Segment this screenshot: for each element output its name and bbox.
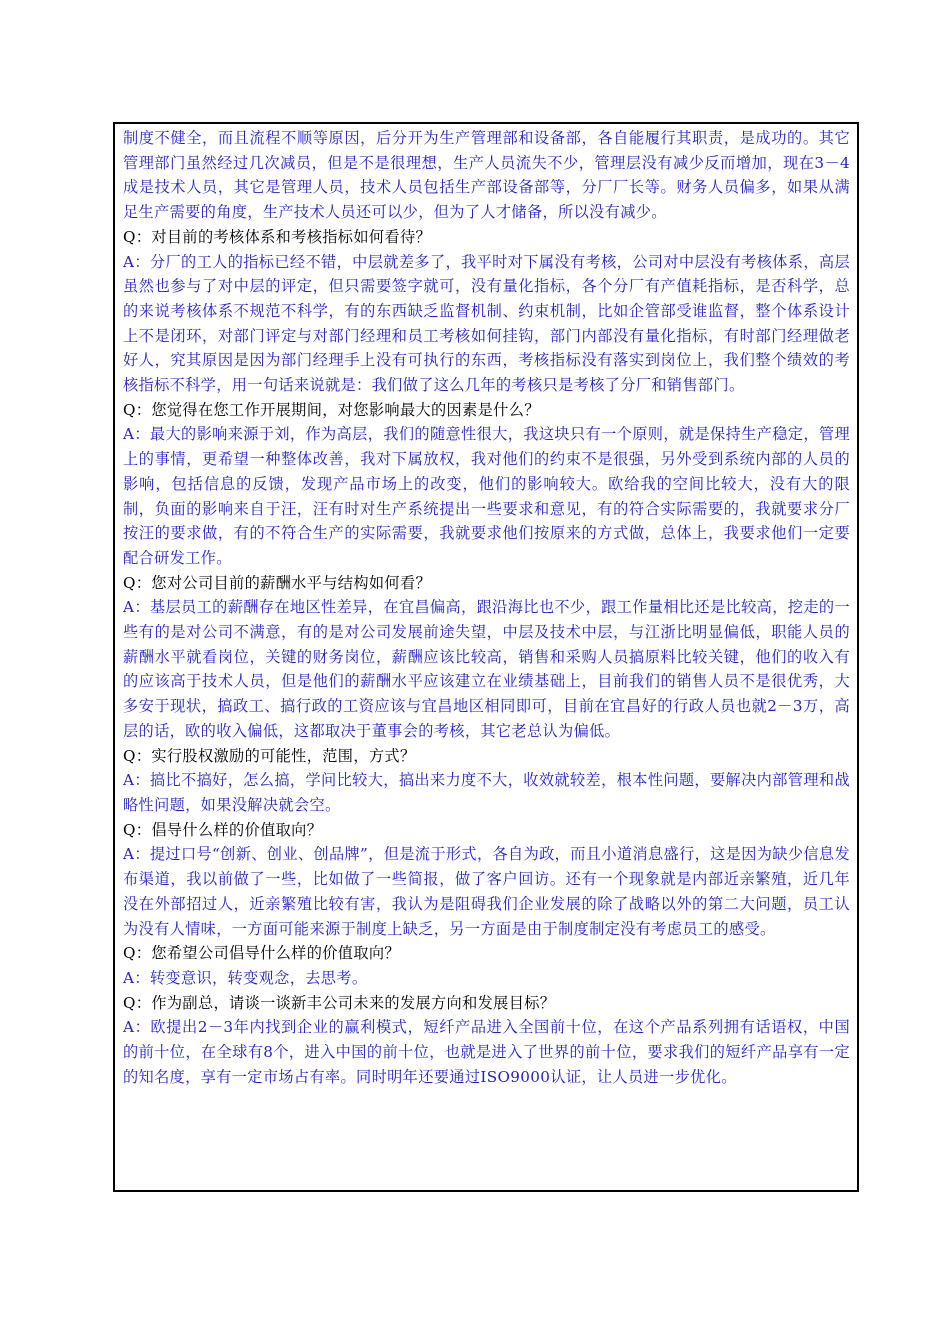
answer-paragraph: A：搞比不搞好，怎么搞，学问比较大，搞出来力度不大，收效就较差，根本性问题，要解决内部管理和战略性问题，如果没解决就会空。 xyxy=(123,771,850,814)
question-paragraph: Q：对目前的考核体系和考核指标如何看待？ xyxy=(123,227,432,246)
answer-paragraph: 制度不健全，而且流程不顺等原因，后分开为生产管理部和设备部，各自能履行其职责，是成功的。其它管理部门虽然经过几次减员，但是不是很理想，生产人员流失不少，管理层没有减少反而增加，现在3－4成是技术人员，其它是管理人员，技术人员包括生产部设备部等，分厂厂长等。财务人员偏多，如果从满足生产需要的角度，生产技术人员还可以少，但为了人才储备，所以没有减少。 xyxy=(123,129,850,222)
question-paragraph: Q：您希望公司倡导什么样的价值取向？ xyxy=(123,944,400,963)
question-paragraph: Q：作为副总，请谈一谈新丰公司未来的发展方向和发展目标？ xyxy=(123,993,556,1012)
answer-paragraph: A：分厂的工人的指标已经不错，中层就差多了，我平时对下属没有考核，公司对中层没有考核体系，高层虽然也参与了对中层的评定，但只需要签字就可，没有量化指标，各个分厂有产值耗指标，是否科学，总的来说考核体系不规范不科学，有的东西缺乏监督机制、约束机制，比如企管部受谁监督，整个体系设计上不是闭环，对部门评定与对部门经理和员工考核如何挂钩，部门内部没有量化指标，有时部门经理做老好人，究其原因是因为部门经理手上没有可执行的东西，考核指标没有落实到岗位上，我们整个绩效的考核指标不科学，用一句话来说就是：我们做了这么几年的考核只是考核了分厂和销售部门。 xyxy=(123,252,850,395)
answer-paragraph: A：最大的影响来源于刘，作为高层，我们的随意性很大，我这块只有一个原则，就是保持生产稳定，管理上的事情，更希望一种整体改善，我对下属放权，我对他们的约束不是很强，另外受到系统内部的人员的影响，包括信息的反馈，发现产品市场上的改变，他们的影响较大。欧给我的空间比较大，没有大的限制，负面的影响来自于汪，汪有时对生产系统提出一些要求和意见，有的符合实际需要的，我就要求分厂按汪的要求做，有的不符合生产的实际需要，我就要求他们按原来的方式做，总体上，我要求他们一定要配合研发工作。 xyxy=(123,425,850,567)
interview-text-frame xyxy=(113,122,859,1192)
question-paragraph: Q：实行股权激励的可能性，范围，方式？ xyxy=(123,746,416,765)
question-paragraph: Q：倡导什么样的价值取向？ xyxy=(123,820,323,839)
answer-paragraph: A：转变意识，转变观念，去思考。 xyxy=(123,968,368,987)
question-paragraph: Q：您对公司目前的薪酬水平与结构如何看？ xyxy=(123,573,432,592)
question-paragraph: Q：您觉得在您工作开展期间，对您影响最大的因素是什么？ xyxy=(123,400,540,419)
answer-paragraph: A：基层员工的薪酬存在地区性差异，在宜昌偏高，跟沿海比也不少，跟工作量相比还是比较高，挖走的一些有的是对公司不满意，有的是对公司发展前途失望，中层及技术中层，与江浙比明显偏低，职能人员的薪酬水平就看岗位，关键的财务岗位，薪酬应该比较高，销售和采购人员搞原料比较关键，他们的收入有的应该高于技术人员，但是他们的薪酬水平应该建立在业绩基础上，目前我们的销售人员不是很优秀，大多安于现状，搞政工、搞行政的工资应该与宜昌地区相同即可，目前在宜昌好的行政人员也就2－3万，高层的话，欧的收入偏低，这都取决于董事会的考核，其它老总认为偏低。 xyxy=(123,598,850,740)
answer-paragraph: A：提过口号“创新、创业、创品牌”，但是流于形式，各自为政，而且小道消息盛行，这是因为缺少信息发布渠道，我以前做了一些，比如做了一些简报，做了客户回访。还有一个现象就是内部近亲繁殖，近几年没在外部招过人，近亲繁殖比较有害，我认为是阻碍我们企业发展的除了战略以外的第二大问题，员工认为没有人情味，一方面可能来源于制度上缺乏，另一方面是由于制度制定没有考虑员工的感受。 xyxy=(123,845,850,938)
answer-paragraph: A：欧提出2－3年内找到企业的赢利模式，短纤产品进入全国前十位，在这个产品系列拥有话语权，中国的前十位，在全球有8个，进入中国的前十位，也就是进入了世界的前十位，要求我们的短纤产品享有一定的知名度，享有一定市场占有率。同时明年还要通过ISO9000认证，让人员进一步优化。 xyxy=(123,1018,850,1086)
